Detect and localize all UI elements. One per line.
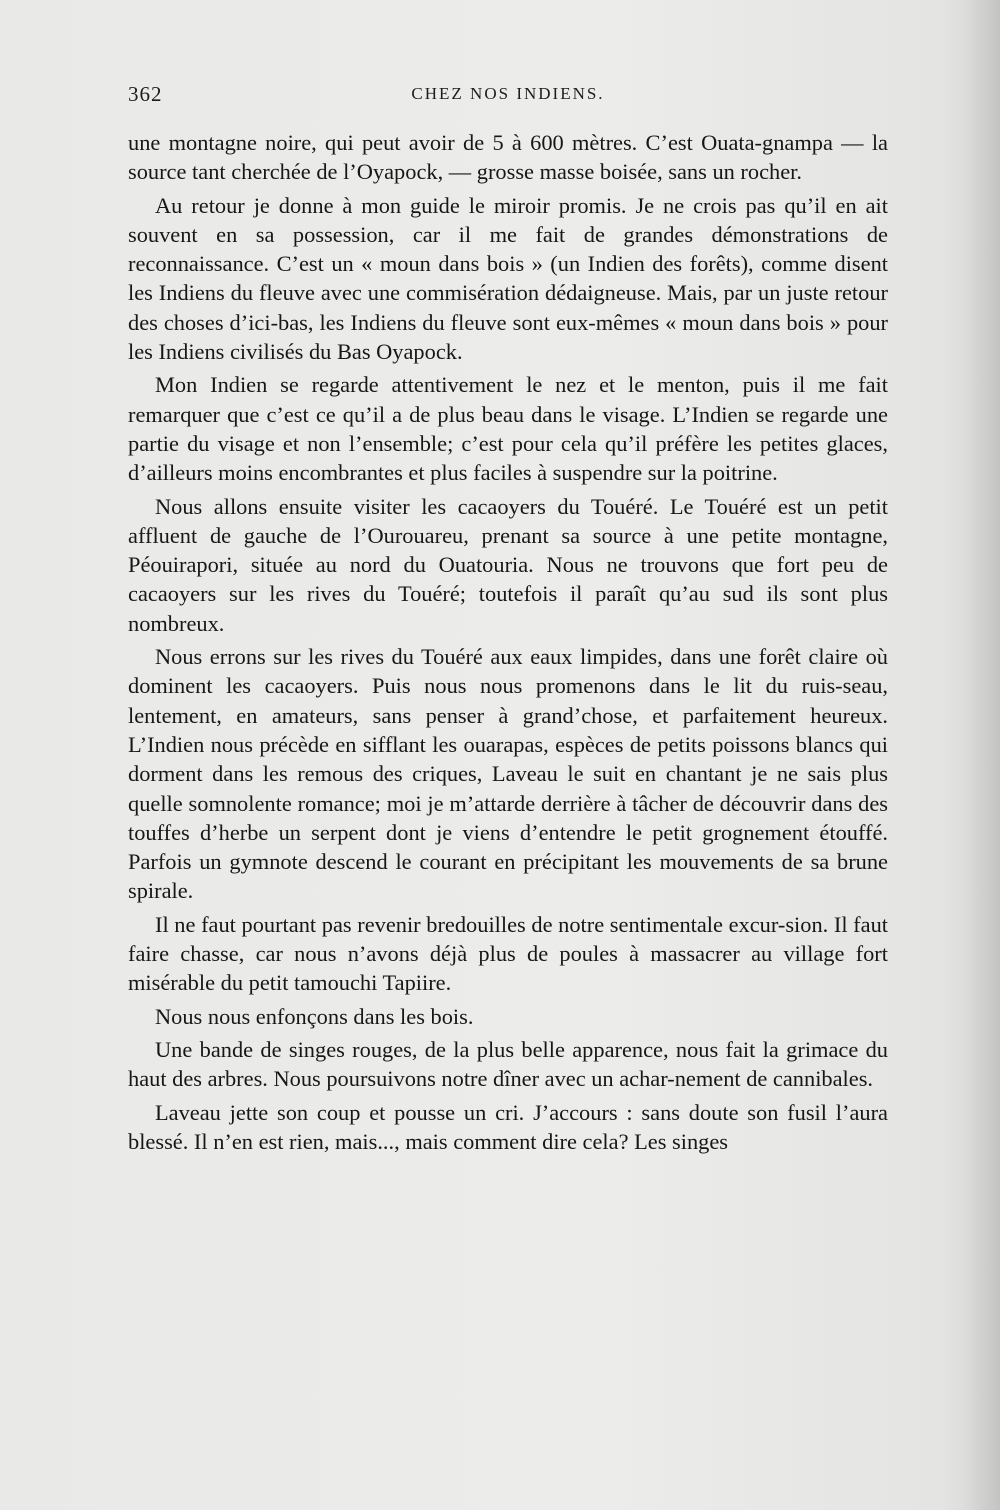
running-title: CHEZ NOS INDIENS. [411, 84, 605, 103]
paragraph-2: Au retour je donne à mon guide le miroir promis. Je ne crois pas qu’il en ait souvent en sa possession, car il me fait de grandes démonstrations de reconnaissance. C’est un « moun dans bois » (un Indien des forêts), comme disent les Indiens du fleuve avec une commisération dédaigneuse. Mais, par un juste retour des choses d’ici-bas, les Indiens du fleuve sont eux-mêmes « moun dans bois » pour les Indiens civilisés du Bas Oyapock. [128, 192, 888, 365]
page-body [128, 128, 888, 1160]
page-gutter-shadow [962, 0, 1000, 1510]
paragraph-3: Mon Indien se regarde attentivement le nez et le menton, puis il me fait remarquer que c’est ce qu’il a de plus beau dans le visage. L’Indien se regarde une partie du visage et non l’ensemble; c’est pour cela qu’il préfère les petites glaces, d’ailleurs moins encombrantes et plus faciles à suspendre sur la poitrine. [128, 372, 888, 486]
paragraph-1: une montagne noire, qui peut avoir de 5 à 600 mètres. C’est Ouata-gnampa — la source tant cherchée de l’Oyapock, — grosse masse boisée, sans un rocher. [128, 130, 888, 185]
paragraph-6: Il ne faut pourtant pas revenir bredouilles de notre sentimentale excur-sion. Il faut faire chasse, car nous n’avons déjà plus de poules à massacrer au village fort misérable du petit tamouchi Tapiire. [128, 911, 888, 996]
paragraph-8: Une bande de singes rouges, de la plus belle apparence, nous fait la grimace du haut des arbres. Nous poursuivons notre dîner avec un achar-nement de cannibales. [128, 1036, 888, 1092]
paragraph-9: Laveau jette son coup et pousse un cri. J’accours : sans doute son fusil l’aura blessé. Il n’en est rien, mais..., mais comment dire cela? Les singes [128, 1099, 888, 1154]
paragraph-7: Nous nous enfonçons dans les bois. [155, 1003, 474, 1029]
paragraph-4: Nous allons ensuite visiter les cacaoyers du Touéré. Le Touéré est un petit affluent de gauche de l’Ourouareu, prenant sa source à une petite montagne, Péouirapori, située au nord du Ouatouria. Nous ne trouvons que fort peu de cacaoyers sur les rives du Touéré; toutefois il paraît qu’au sud ils sont plus nombreux. [128, 493, 888, 636]
page-header [128, 82, 888, 112]
page-number: 362 [128, 82, 163, 106]
paragraph-5: Nous errons sur les rives du Touéré aux eaux limpides, dans une forêt claire où dominent les cacaoyers. Puis nous nous promenons dans le lit du ruis-seau, lentement, en amateurs, sans penser à grand’chose, et parfaitement heureux. L’Indien nous précède en sifflant les ouarapas, espèces de petits poissons blancs qui dorment dans les remous des criques, Laveau le suit en chantant je ne sais plus quelle somnolente romance; moi je m’attarde derrière à tâcher de découvrir dans des touffes d’herbe un serpent dont je viens d’entendre le petit grognement étouffé. Parfois un gymnote descend le courant en précipitant les mouvements de sa brune spirale. [128, 644, 888, 904]
